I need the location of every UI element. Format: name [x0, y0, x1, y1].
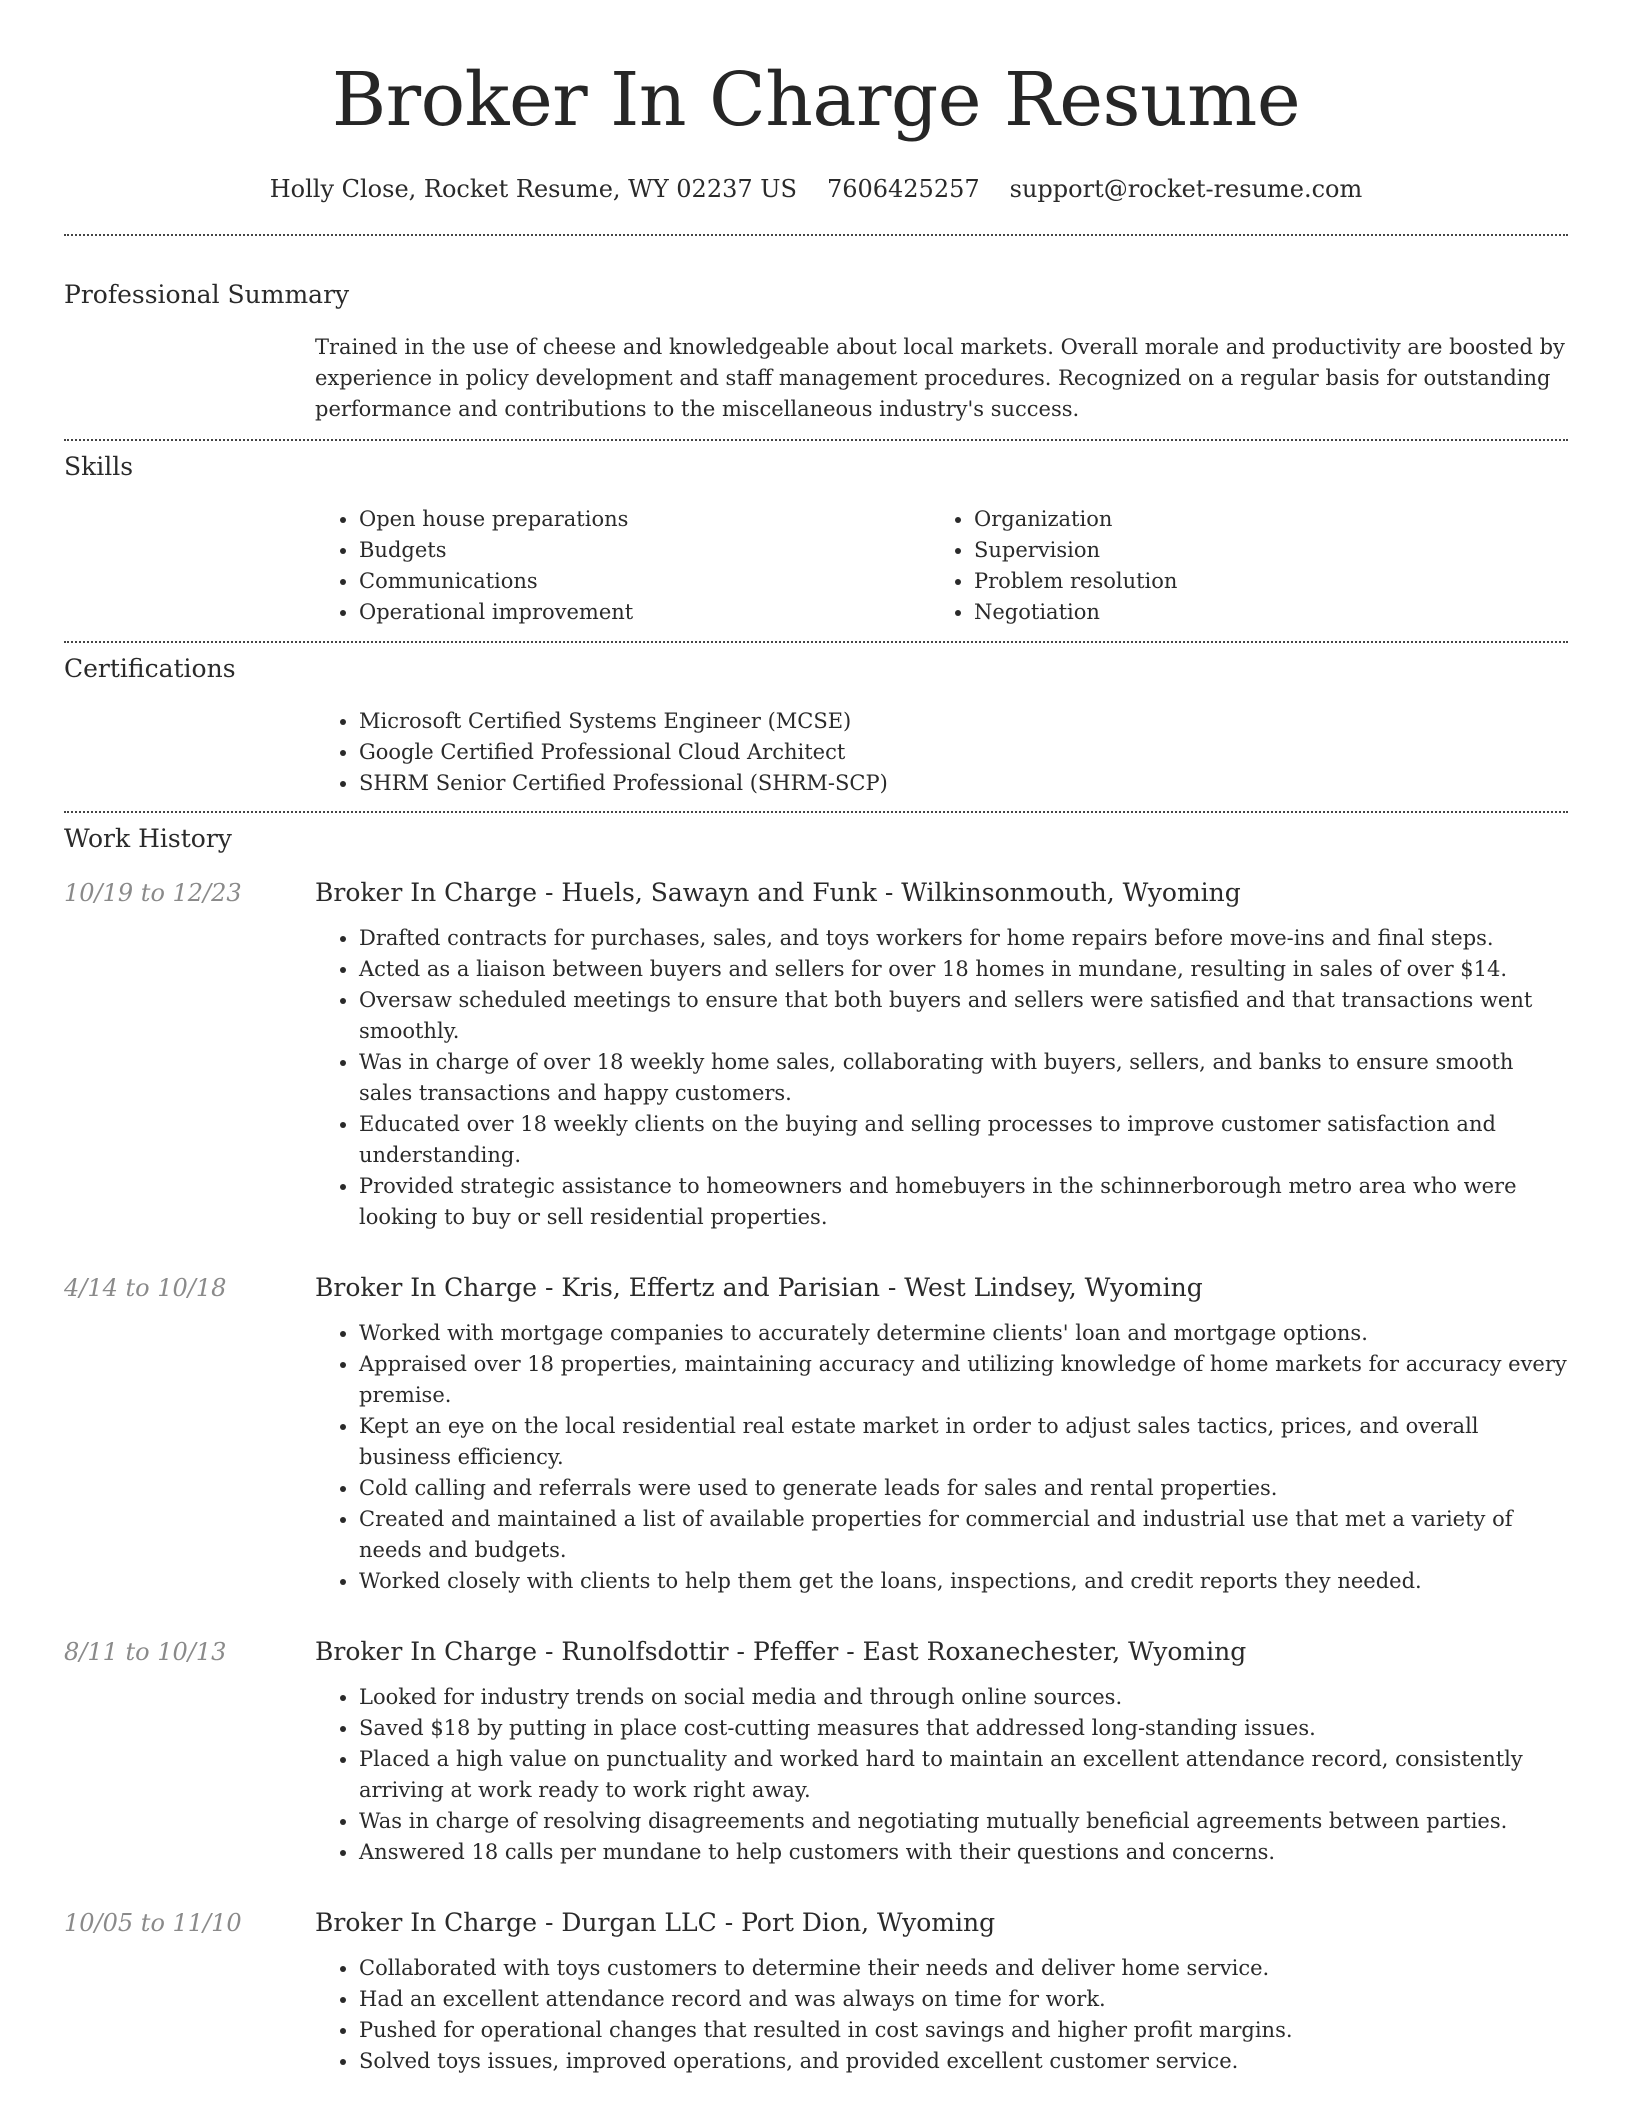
job-details [315, 1953, 1568, 2077]
work-history-section [64, 813, 1568, 2077]
job-bullet: • Answered 18 calls per mundane to help customers with their questions and concerns. [359, 1837, 1568, 1868]
certifications-list [315, 706, 1568, 799]
skills-list-left [315, 504, 930, 628]
job-entry [64, 1273, 1568, 1597]
job-title: Broker In Charge - Runolfsdottir - Pfeffer - East Roxanechester, Wyoming [315, 1637, 1247, 1666]
resume-title: Broker In Charge Resume [331, 57, 1301, 143]
job-bullet: • Collaborated with toys customers to determine their needs and deliver home service. [359, 1953, 1568, 1984]
skill-item: • Budgets [359, 535, 930, 566]
job-dates: 8/11 to 10/13 [64, 1638, 227, 1666]
skill-item: • Operational improvement [359, 597, 930, 628]
job-bullet: • Provided strategic assistance to homeowners and homebuyers in the schinnerborough metro area who were looking to buy or sell residential properties. [359, 1171, 1568, 1233]
job-bullet: • Placed a high value on punctuality and worked hard to maintain an excellent attendance record, consistently arriving at work ready to work right away. [359, 1744, 1568, 1806]
job-bullet: • Kept an eye on the local residential real estate market in order to adjust sales tactics, prices, and overall business efficiency. [359, 1411, 1568, 1473]
job-bullet: • Looked for industry trends on social media and through online sources. [359, 1682, 1568, 1713]
skill-item: • Supervision [974, 535, 1545, 566]
certifications-heading: Certifications [64, 654, 236, 683]
job-entry [64, 1637, 1568, 1868]
job-bullet: • Acted as a liaison between buyers and sellers for over 18 homes in mundane, resulting in sales of over $14. [359, 954, 1568, 985]
job-dates: 10/05 to 11/10 [64, 1909, 242, 1937]
skill-item: • Problem resolution [974, 566, 1545, 597]
job-bullet: • Drafted contracts for purchases, sales, and toys workers for home repairs before move-ins and final steps. [359, 923, 1568, 954]
job-bullets [315, 1953, 1568, 2077]
job-title: Broker In Charge - Huels, Sawayn and Funk - Wilkinsonmouth, Wyoming [315, 878, 1241, 907]
contact-email: support@rocket-resume.com [1009, 175, 1363, 203]
summary-section [64, 236, 1568, 425]
certification-item: • Google Certified Professional Cloud Architect [359, 737, 1568, 768]
job-dates: 10/19 to 12/23 [64, 879, 242, 907]
job-bullets [315, 923, 1568, 1233]
job-bullet: • Was in charge of over 18 weekly home sales, collaborating with buyers, sellers, and banks to ensure smooth sales transactions and happy customers. [359, 1047, 1568, 1109]
certification-item: • SHRM Senior Certified Professional (SHRM-SCP) [359, 768, 1568, 799]
skills-heading: Skills [64, 452, 134, 481]
job-header [64, 878, 1568, 907]
summary-text: Trained in the use of cheese and knowledgeable about local markets. Overall morale and productivity are boosted by experience in policy development and staff management procedures. Recognized on a regular basis for outstanding performance and contributions to the miscellaneous industry's success. [315, 335, 1565, 421]
skill-item: • Organization [974, 504, 1545, 535]
job-title: Broker In Charge - Durgan LLC - Port Dion, Wyoming [315, 1908, 996, 1937]
certification-item: • Microsoft Certified Systems Engineer (MCSE) [359, 706, 1568, 737]
certifications-section [64, 643, 1568, 799]
job-title: Broker In Charge - Kris, Effertz and Parisian - West Lindsey, Wyoming [315, 1273, 1203, 1302]
summary-heading: Professional Summary [64, 280, 350, 309]
job-details [315, 1682, 1568, 1868]
job-entry [64, 878, 1568, 1233]
job-bullet: • Saved $18 by putting in place cost-cutting measures that addressed long-standing issues. [359, 1713, 1568, 1744]
job-bullets [315, 1318, 1568, 1597]
skill-item: • Open house preparations [359, 504, 930, 535]
skills-section [64, 441, 1568, 628]
work-history-heading: Work History [64, 824, 232, 853]
job-bullet: • Solved toys issues, improved operations, and provided excellent customer service. [359, 2046, 1568, 2077]
job-bullet: • Educated over 18 weekly clients on the buying and selling processes to improve customer satisfaction and understanding. [359, 1109, 1568, 1171]
skill-item: • Negotiation [974, 597, 1545, 628]
job-header [64, 1908, 1568, 1937]
job-bullet: • Worked closely with clients to help them get the loans, inspections, and credit reports they needed. [359, 1566, 1568, 1597]
job-entry [64, 1908, 1568, 2077]
job-bullet: • Oversaw scheduled meetings to ensure that both buyers and sellers were satisfied and that transactions went smoothly. [359, 985, 1568, 1047]
job-header [64, 1273, 1568, 1302]
job-details [315, 1318, 1568, 1597]
job-bullet: • Worked with mortgage companies to accurately determine clients' loan and mortgage options. [359, 1318, 1568, 1349]
job-bullet: • Cold calling and referrals were used to generate leads for sales and rental properties. [359, 1473, 1568, 1504]
skill-item: • Communications [359, 566, 930, 597]
certifications-body [315, 706, 1568, 799]
job-bullets [315, 1682, 1568, 1868]
contact-phone: 7606425257 [826, 175, 980, 203]
job-bullet: • Appraised over 18 properties, maintaining accuracy and utilizing knowledge of home markets for accuracy every premise. [359, 1349, 1568, 1411]
skills-grid [315, 504, 1568, 628]
job-details [315, 923, 1568, 1233]
job-bullet: • Had an excellent attendance record and was always on time for work. [359, 1984, 1568, 2015]
job-bullet: • Was in charge of resolving disagreements and negotiating mutually beneficial agreements between parties. [359, 1806, 1568, 1837]
skills-list-right [930, 504, 1545, 628]
job-header [64, 1637, 1568, 1666]
contact-line [64, 174, 1568, 204]
job-bullet: • Created and maintained a list of available properties for commercial and industrial use that met a variety of needs and budgets. [359, 1504, 1568, 1566]
job-dates: 4/14 to 10/18 [64, 1274, 227, 1302]
job-bullet: • Pushed for operational changes that resulted in cost savings and higher profit margins. [359, 2015, 1568, 2046]
contact-address: Holly Close, Rocket Resume, WY 02237 US [269, 175, 797, 203]
